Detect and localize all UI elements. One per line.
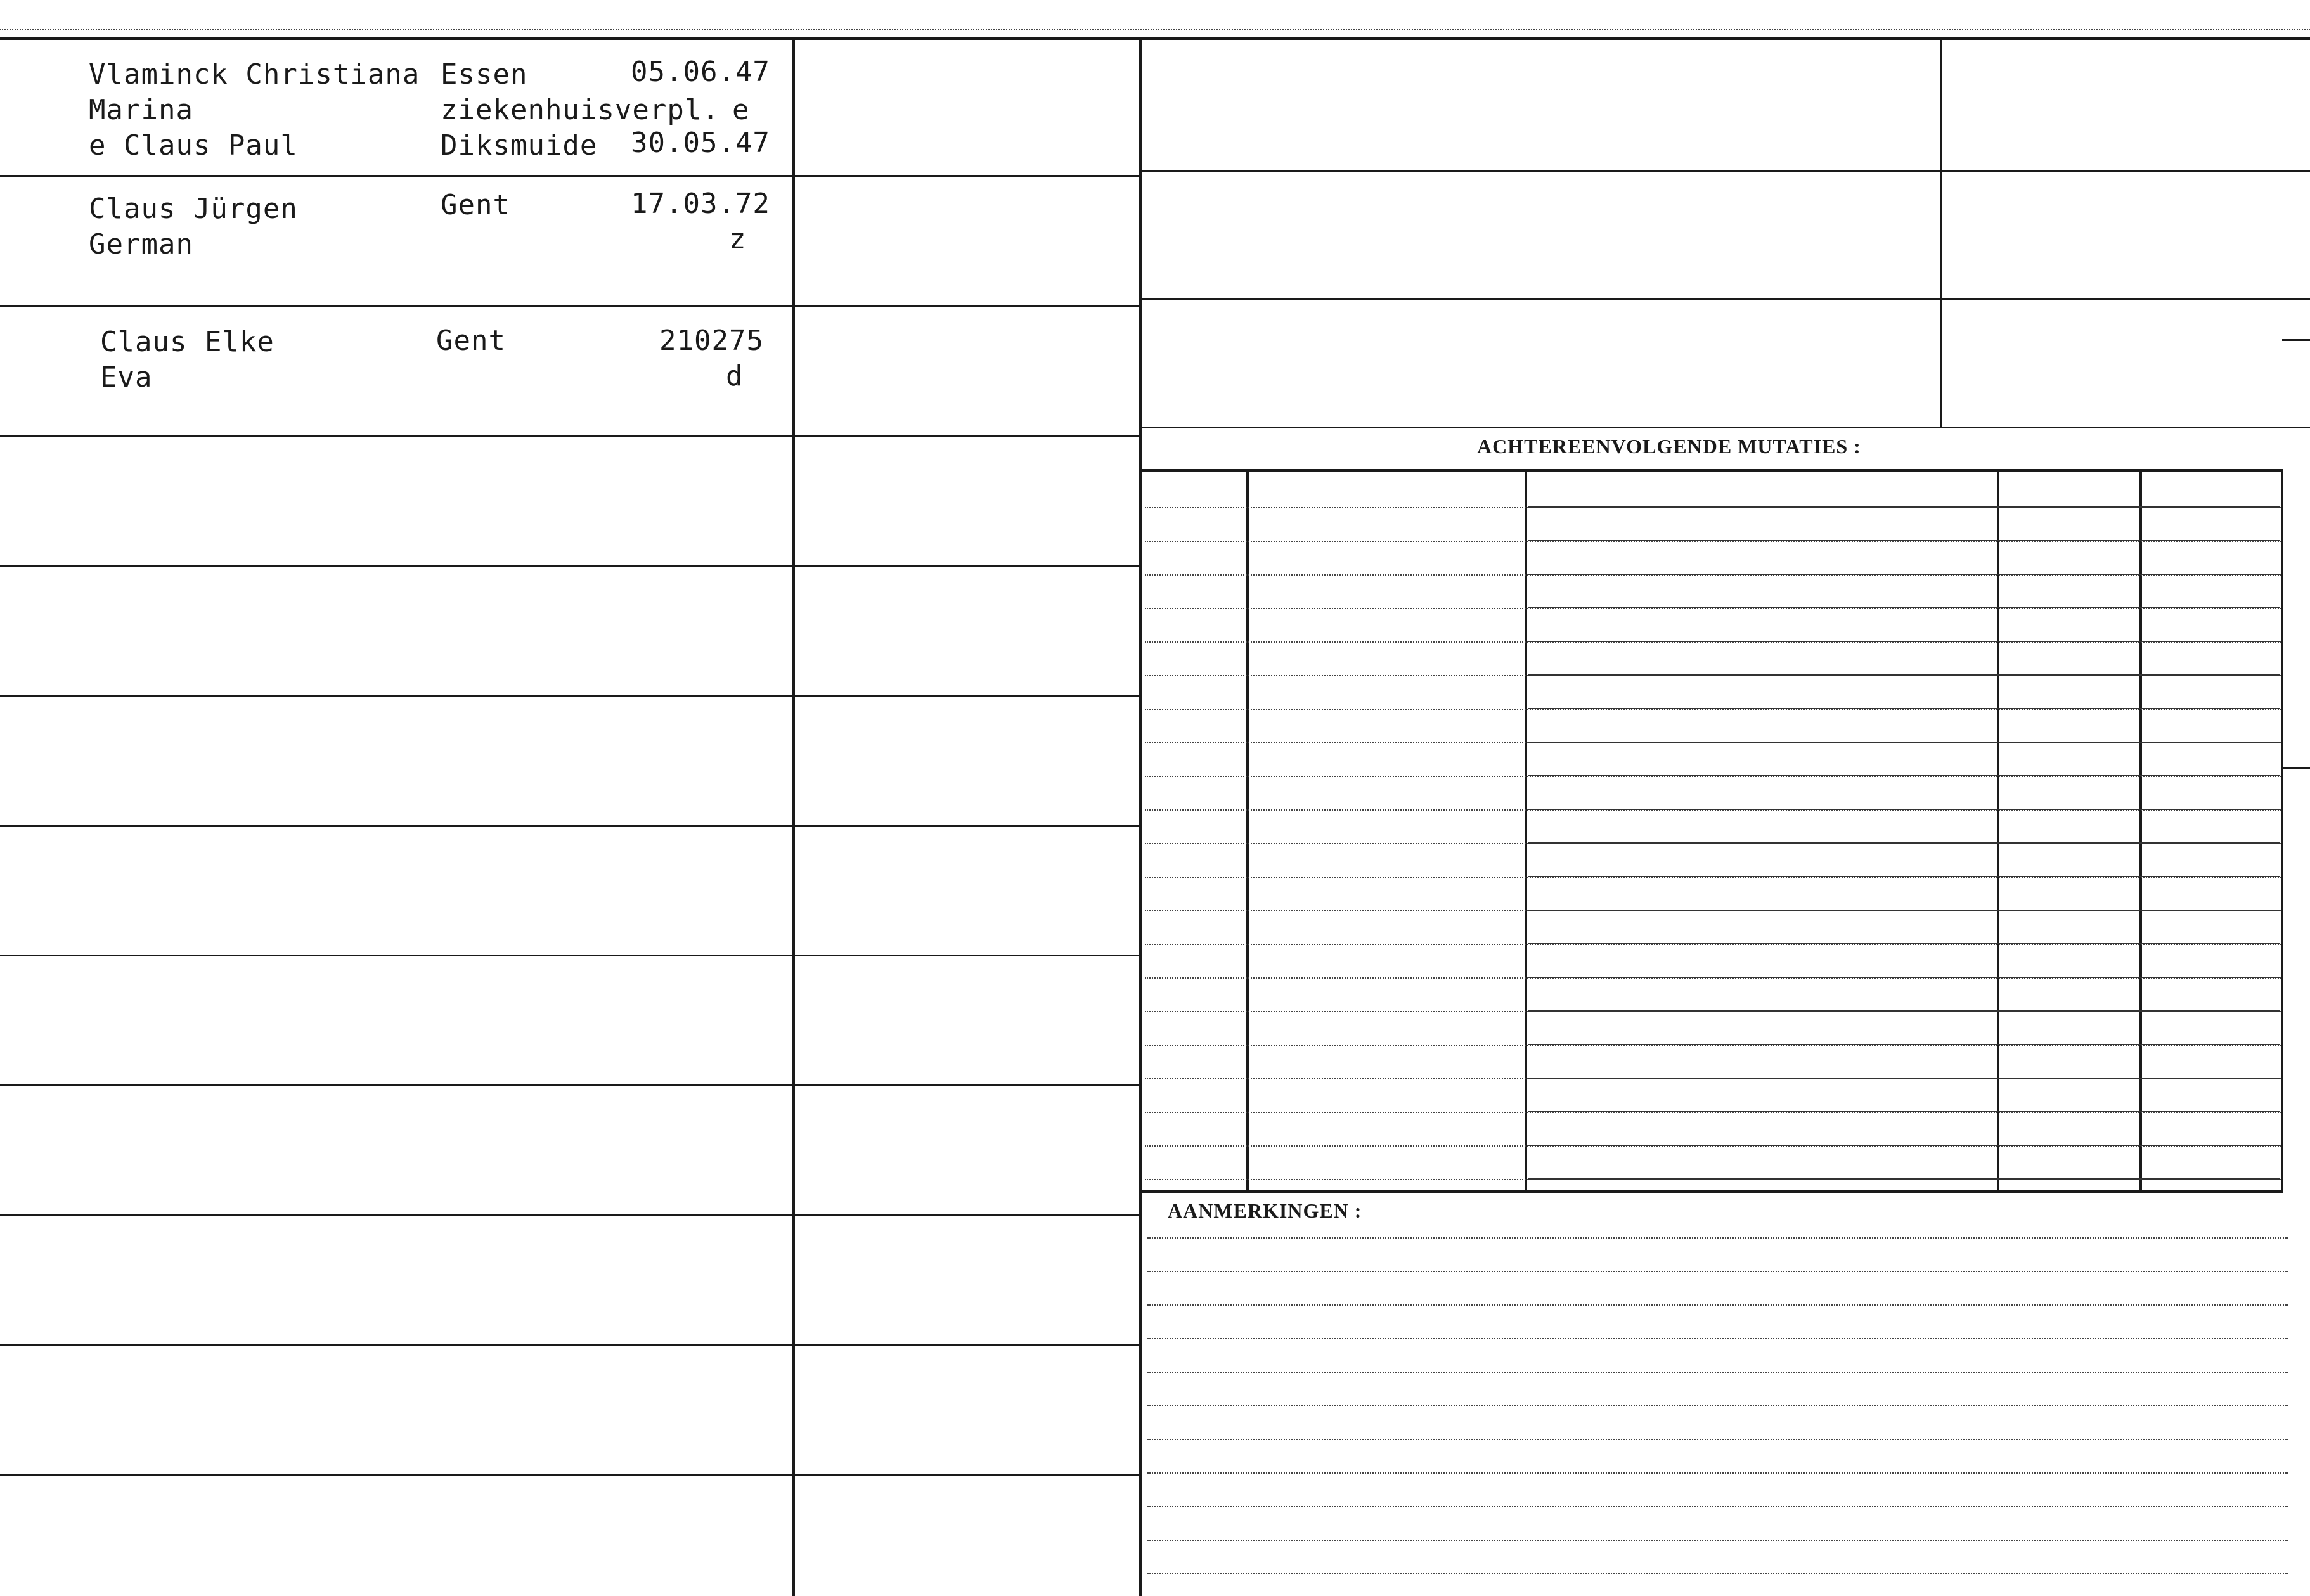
person-row-line [0,1344,1139,1346]
place-line: Essen [441,58,528,91]
date-line: d [726,360,744,392]
remark-rule [1147,1540,2288,1541]
person-row-line [0,1084,1139,1086]
mutation-rule-solid [1528,641,2280,642]
person-name-line: Eva [100,361,153,394]
person-row-line [0,825,1139,827]
remark-rule [1147,1304,2288,1306]
mutation-rule-solid [1528,977,2280,978]
right-edge-tick [2282,339,2310,341]
mutation-rule-solid [1528,775,2280,776]
mutation-rule-solid [1528,574,2280,575]
right-upper-divider [1940,40,1942,427]
mutation-rule-solid [1528,842,2280,844]
date-line: 210275 [659,325,764,357]
mutation-rule-solid [1528,742,2280,743]
place-line: Gent [441,189,510,221]
top-dotted-edge [0,29,2310,30]
person-row-line [0,565,1139,567]
remark-rule [1147,1506,2288,1507]
person-row-line [0,955,1139,956]
place-line: Diksmuide [441,129,598,162]
person-row-line [0,695,1139,697]
remark-rule [1147,1405,2288,1406]
mutation-rule-solid [1528,506,2280,508]
person-row-line [0,435,1139,437]
mutations-table-top [1142,469,2283,472]
remarks-header: AANMERKINGEN : [1168,1199,1362,1222]
place-line: ziekenhuisverpl. [441,94,719,126]
mutations-col-divider [1997,472,1999,1190]
mutations-col-divider [2139,472,2142,1190]
date-line: 30.05.47 [631,127,770,159]
mutation-rule-solid [1528,943,2280,944]
mutations-table-bottom [1142,1190,2283,1193]
mutation-rule-solid [1528,1145,2280,1146]
mutation-rule-solid [1528,1111,2280,1112]
remark-rule [1147,1472,2288,1474]
mutations-col-divider [1246,472,1249,1190]
mutation-rule-solid [1528,910,2280,911]
mutation-rule-solid [1528,876,2280,877]
remark-rule [1147,1573,2288,1574]
right-row-line [1142,298,2310,300]
right-row-line [1142,170,2310,172]
person-name-line: Vlaminck Christiana [89,58,420,91]
mutation-rule-solid [1528,674,2280,676]
person-name-line: e Claus Paul [89,129,298,162]
person-row-line [0,305,1139,307]
person-row-line [0,1214,1139,1216]
mutations-col-divider [2281,472,2283,1190]
mutations-col-divider [1525,472,1527,1190]
remark-rule [1147,1338,2288,1339]
center-column-divider [1139,40,1142,1596]
top-border [0,37,2310,40]
mutation-rule-solid [1528,1044,2280,1045]
date-line: 17.03.72 [631,188,770,220]
person-row-line [0,1474,1139,1476]
remark-rule [1147,1271,2288,1272]
person-name-line: Claus Elke [100,326,274,358]
mutation-rule-solid [1528,1010,2280,1012]
date-line: e [732,94,750,126]
mutation-rule-solid [1528,809,2280,810]
mutation-rule-solid [1528,1078,2280,1079]
person-row-line [0,175,1139,177]
person-name-line: German [89,228,193,261]
remark-rule [1147,1372,2288,1373]
mutation-rule-solid [1528,607,2280,608]
remark-rule [1147,1237,2288,1239]
right-edge-tick [2282,767,2310,769]
mutations-header: ACHTEREENVOLGENDE MUTATIES : [1477,435,1861,458]
mutation-rule-solid [1528,1178,2280,1180]
mutation-rule-solid [1528,540,2280,541]
date-line: z [729,223,747,255]
mutation-rule-solid [1528,708,2280,709]
remark-rule [1147,1439,2288,1440]
date-line: 05.06.47 [631,56,770,88]
person-name-line: Claus Jürgen [89,193,298,225]
place-line: Gent [436,325,506,357]
person-name-line: Marina [89,94,193,126]
right-row-line [1142,427,2310,428]
left-column-divider [792,40,795,1596]
